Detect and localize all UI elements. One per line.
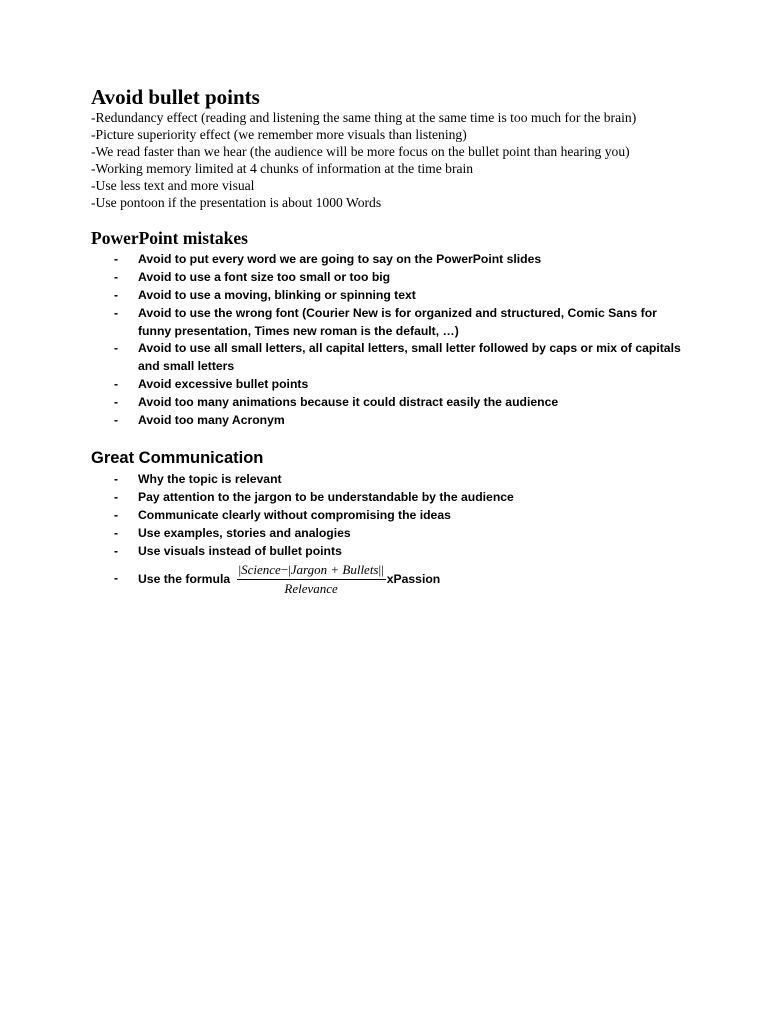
list-item-text: Communicate clearly without compromising the ideas [138,508,451,522]
numerator-jargon-bullets: Jargon + Bullets [290,562,379,578]
minus-sign: − [280,562,289,578]
list-item: -Use pontoon if the presentation is about 1000 Words [91,194,382,210]
dash-marker: - [114,571,119,586]
heading-great-communication: Great Communication [91,449,264,468]
list-item: -Use less text and more visual [91,177,255,193]
list-item: -Redundancy effect (reading and listening the same thing at the same time is too much for the brain) [91,110,637,125]
dash-marker: - [114,377,119,392]
dash-marker: - [114,543,119,558]
numerator-science: Science [241,562,281,578]
list-item [91,340,684,376]
list-item-text: Avoid too many animations because it could distract easily the audience [138,394,559,409]
dash-marker: - [114,472,119,487]
list-item [91,412,684,430]
list-item-text: Avoid to use the wrong font (Courier New is for organized and structured, Comic Sans for funny presentation, Times new roman is the default, …) [138,305,657,338]
list-item: -Picture superiority effect (we remember more visuals than listening) [91,126,467,142]
formula-suffix: xPassion [386,571,441,586]
list-item-text: Avoid excessive bullet points [138,377,309,392]
powerpoint-mistakes-list [91,251,691,429]
list-item: -We read faster than we hear (the audience will be more focus on the bullet point than hearing you) [91,143,630,159]
abs-bar-right: | [381,562,384,578]
list-item-text: Avoid to use a moving, blinking or spinning text [138,288,416,303]
list-item [91,471,684,489]
heading-avoid-bullet-points: Avoid bullet points [91,85,260,109]
dash-marker: - [114,525,119,540]
dash-marker: - [114,341,119,356]
list-item [91,507,684,525]
dash-marker: - [114,305,119,320]
great-communication-list [91,471,691,597]
abs-bar-inner-left: | [288,562,291,578]
formula-numerator [237,562,386,580]
formula-prefix: Use the formula [138,571,234,586]
formula-denominator: Relevance [284,581,338,597]
abs-bar-inner-right: | [378,562,382,578]
list-item [91,305,684,341]
dash-marker: - [114,270,119,285]
list-item [91,394,684,412]
list-item-text: Use visuals instead of bullet points [138,543,342,558]
list-item [91,251,684,269]
formula-list-item [91,560,684,597]
dash-marker: - [114,490,119,505]
abs-bar-left: | [238,562,242,578]
formula-fraction [237,562,386,597]
list-item-text: Avoid to put every word we are going to say on the PowerPoint slides [138,252,542,267]
list-item-text: Why the topic is relevant [138,472,282,487]
list-item-text: Avoid to use a font size too small or too big [138,270,391,285]
dash-marker: - [114,288,119,303]
list-item: -Working memory limited at 4 chunks of information at the time brain [91,160,474,176]
list-item-text: Avoid to use all small letters, all capital letters, small letter followed by caps or mix of capitals and small letters [138,341,681,374]
avoid-bullet-points-list [91,110,691,211]
list-item-text: Use examples, stories and analogies [138,525,351,540]
document-page [91,84,691,597]
dash-marker: - [114,252,119,267]
list-item [91,376,684,394]
list-item [91,287,684,305]
list-item [91,269,684,287]
dash-marker: - [114,508,119,522]
list-item [91,489,684,507]
dash-marker: - [114,394,119,409]
list-item [91,543,684,561]
dash-marker: - [114,412,119,427]
heading-powerpoint-mistakes: PowerPoint mistakes [91,228,248,249]
list-item [91,525,684,543]
list-item-text: Pay attention to the jargon to be understandable by the audience [138,490,514,505]
list-item-text: Avoid too many Acronym [138,412,285,427]
